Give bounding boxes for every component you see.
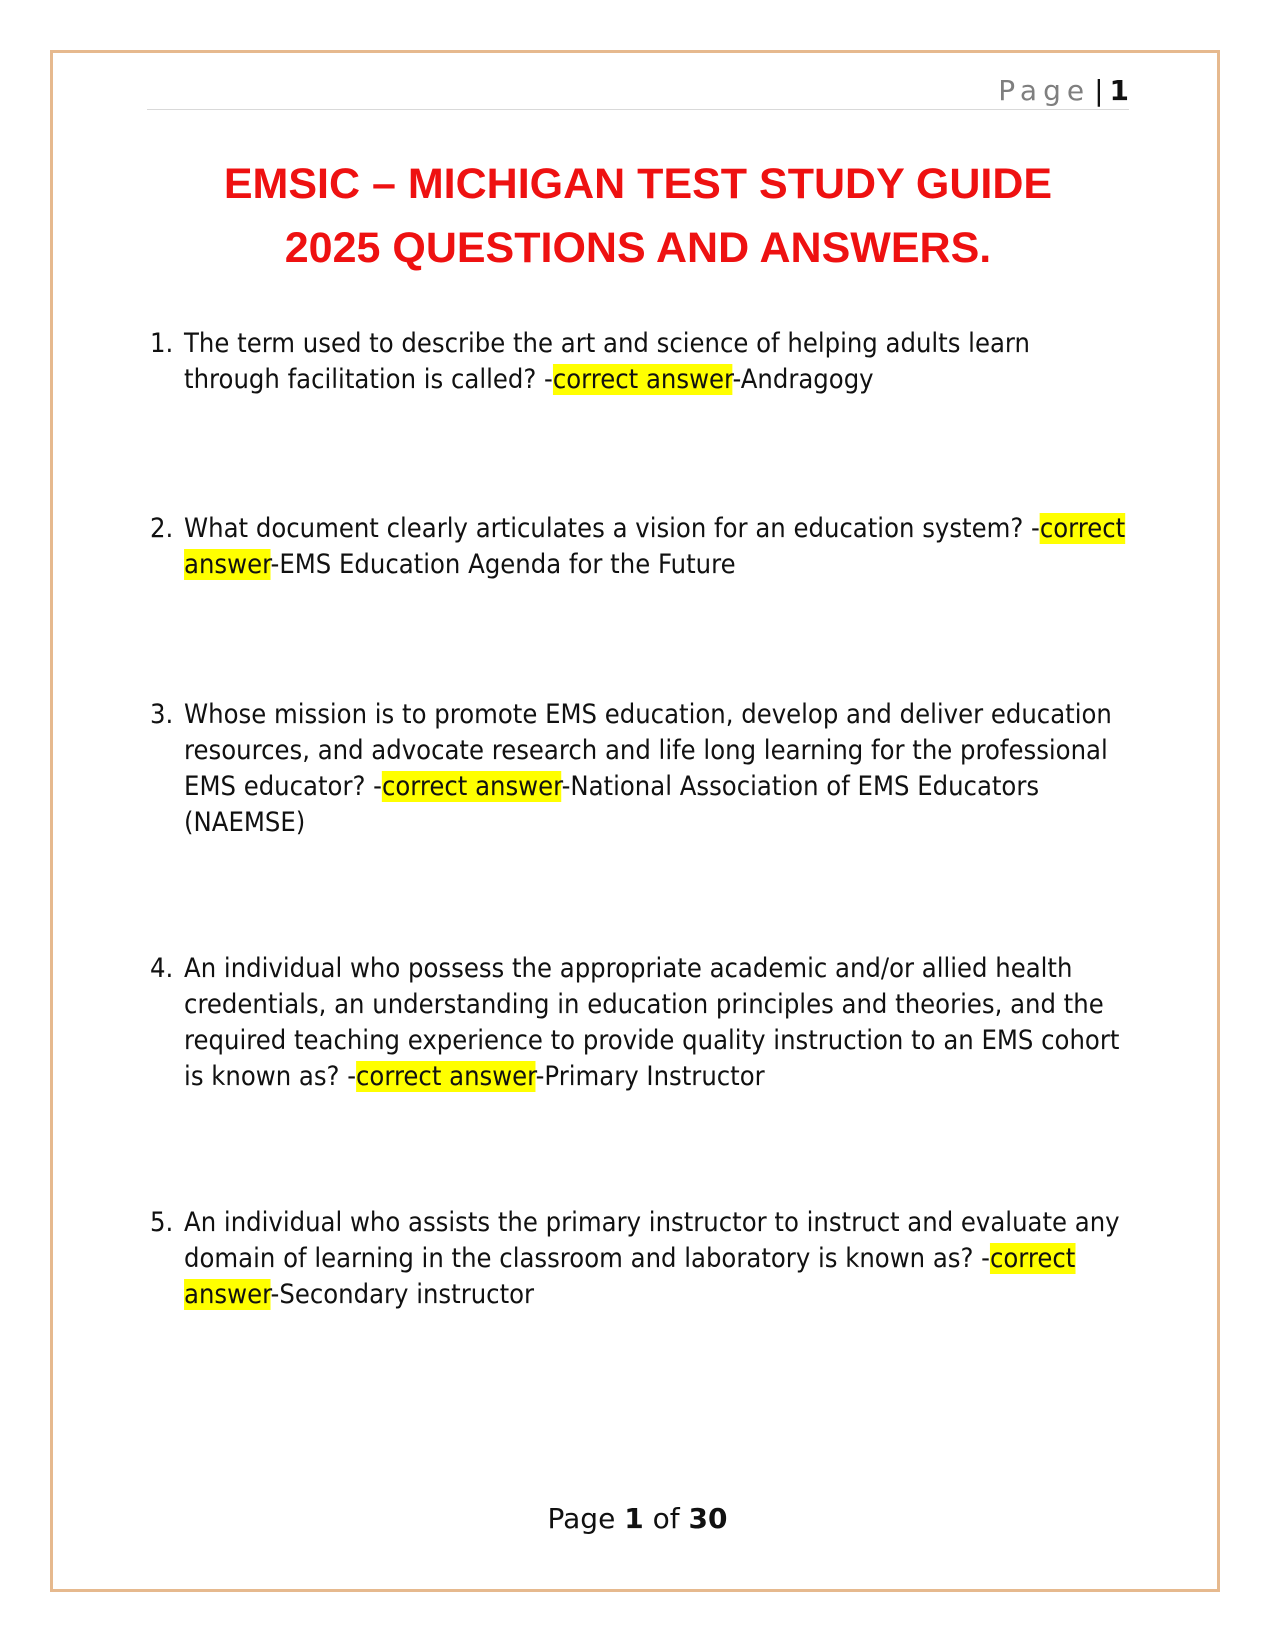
question-item — [150, 511, 1126, 583]
footer-of-word: of — [652, 1502, 680, 1535]
question-text: Whose mission is to promote EMS education, develop and deliver education resources, and advocate research and life long learning for the professional EMS educator? - — [184, 699, 1112, 802]
footer-current-page: 1 — [624, 1502, 644, 1535]
question-item — [150, 1205, 1120, 1313]
question-body — [184, 1205, 1127, 1313]
answer-text: -Secondary instructor — [270, 1279, 535, 1310]
correct-answer-label: correct answer — [184, 513, 1126, 580]
correct-answer-label: correct answer — [184, 1243, 1076, 1310]
footer-page-word: Page — [547, 1502, 616, 1535]
question-item — [150, 951, 1120, 1095]
answer-text: -National Association of EMS Educators (NAEMSE) — [184, 771, 1040, 838]
correct-answer-label: correct answer — [356, 1061, 536, 1092]
question-number: 2. — [150, 513, 174, 544]
page-header — [147, 72, 1129, 110]
question-item — [150, 326, 1052, 398]
question-item — [150, 697, 1112, 841]
header-page-word: Page — [998, 74, 1091, 107]
question-body — [184, 951, 1127, 1095]
question-body — [184, 697, 1127, 841]
question-body — [184, 511, 1127, 583]
question-number: 3. — [150, 699, 174, 730]
footer-total-pages: 30 — [688, 1502, 728, 1535]
question-number: 4. — [150, 953, 174, 984]
question-text: An individual who assists the primary instructor to instruct and evaluate any domain of learning in the classroom and laboratory is known as? - — [184, 1207, 1120, 1274]
answer-text: -Andragogy — [732, 364, 874, 395]
question-body — [184, 326, 1127, 398]
header-separator: | — [1094, 74, 1104, 107]
header-page-number: 1 — [1109, 74, 1129, 107]
document-title — [150, 152, 1126, 280]
question-text: The term used to describe the art and science of helping adults learn through facilitation is called? - — [184, 328, 1030, 395]
answer-text: -Primary Instructor — [535, 1061, 765, 1092]
correct-answer-label: correct answer — [552, 364, 733, 395]
title-line-2: 2025 QUESTIONS AND ANSWERS. — [284, 224, 992, 272]
question-number: 5. — [150, 1207, 174, 1238]
question-number: 1. — [150, 328, 174, 359]
correct-answer-label: correct answer — [381, 771, 562, 802]
title-line-1: EMSIC – MICHIGAN TEST STUDY GUIDE — [223, 160, 1053, 208]
question-text: What document clearly articulates a vision for an education system? - — [184, 513, 1040, 544]
answer-text: -EMS Education Agenda for the Future — [270, 549, 736, 580]
question-text: An individual who possess the appropriate academic and/or allied health credentials, an understanding in education principles and theories, and the required teaching experience to provide quality instruction to an EMS cohort is known as? - — [184, 953, 1120, 1092]
page-footer — [0, 1500, 1275, 1538]
